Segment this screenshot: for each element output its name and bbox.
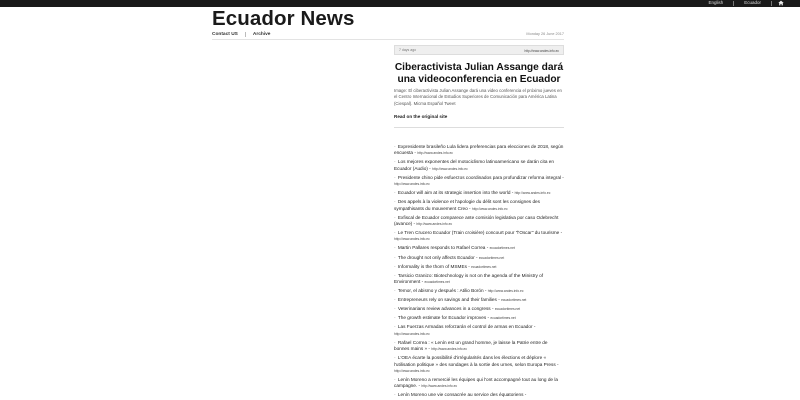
related-article-link[interactable]: L'OEA écarte la possibilité d'irrégularités dans les élections et déplore « l'utilisation politique » des sondages à la sortie des urnes, selon Europa Press xyxy=(394,355,556,367)
top-nav xyxy=(708,0,772,7)
list-bullet: - xyxy=(394,144,397,149)
list-item: - Informality is the thorn of MSMEs - ecuadortimes.net xyxy=(394,263,497,269)
related-article-link[interactable]: The growth estimate for Ecuador improves xyxy=(397,315,487,321)
list-item: - Lenín Moreno une vie consacrée au service des équatoriens - xyxy=(394,392,527,398)
list-bullet: - xyxy=(394,174,397,180)
related-article-source[interactable]: http://www.andes.info.ec xyxy=(416,221,453,226)
related-article-source[interactable]: http://www.andes.info.ec xyxy=(487,289,524,294)
related-article-source[interactable]: http://www.andes.info.ec xyxy=(417,151,453,156)
article-age: 7 days ago xyxy=(399,48,417,52)
list-bullet: - xyxy=(394,190,397,196)
related-article-link[interactable]: Presidente chino pide esfuerzos coordinados para profundizar reforma integral xyxy=(397,174,561,180)
related-article-source[interactable]: http://www.andes.info.ec xyxy=(431,347,468,352)
top-bar xyxy=(0,0,800,7)
related-article-source[interactable]: http://www.andes.info.ec xyxy=(421,384,458,389)
list-bullet: - xyxy=(394,214,397,220)
list-item: - Le Tren Crucero Ecuador (Train croisière) concourt pour "l'Oscar" du tourisme - http://www.andes.info.ec xyxy=(394,230,563,242)
list-item: - The growth estimate for Ecuador improves - ecuadortimes.net xyxy=(394,315,516,321)
list-bullet: - xyxy=(394,230,397,236)
related-article-link[interactable]: Tarsicio Granizo: Biotechnology is not on the agenda of the Ministry of Environment xyxy=(394,272,544,285)
list-item: - Exfiscal de Ecuador comparece ante comisión legislativa por caso Odebrecht (avance) - http://www.andes.info.ec xyxy=(394,214,559,226)
list-bullet: - xyxy=(394,263,397,269)
list-bullet: - xyxy=(394,392,397,398)
related-article-source[interactable]: http://www.andes.info.ec xyxy=(394,368,430,373)
article-title: Ciberactivista Julian Assange dará una videoconferencia en Ecuador xyxy=(394,62,564,85)
related-article-source[interactable]: http://www.andes.info.ec xyxy=(471,206,508,211)
related-article-link[interactable]: Informality is the thorn of MSMEs xyxy=(397,263,467,269)
article-caption: Image: El ciberactivista Julian Assange dará una video conferencia el próximo jueves en el Centro Internacional de Estudios Superiores de Comunicación para América Latina (Ciespal). Micma Español Tweet xyxy=(394,88,562,106)
list-bullet: - xyxy=(394,254,397,260)
nav-separator xyxy=(733,1,734,6)
related-article-link[interactable]: Los mejores exponentes del motociclismo latinoamericano se darán cita en Ecuador (Audio) xyxy=(394,159,554,171)
list-item: - Rafael Correa : « Lenín est un grand homme, je laisse la Patrie entre de bonnes mains » - http://www.andes.info.ec xyxy=(394,339,548,352)
list-bullet: - xyxy=(394,324,397,330)
related-article-link[interactable]: Martin Pallares responds to Rafael Correa xyxy=(397,245,486,251)
related-article-source[interactable]: http://www.andes.info.ec xyxy=(432,166,468,171)
related-article-link[interactable]: Entrepreneurs rely on savings and their families xyxy=(397,297,497,303)
related-article-link[interactable]: Temor, el abismo y después : Atilio Borón xyxy=(397,288,484,294)
article-panel xyxy=(394,32,564,400)
list-bullet: - xyxy=(394,199,397,205)
list-item: - L'OEA écarte la possibilité d'irrégularités dans les élections et déplore « l'utilisation politique » des sondages à la sortie des urnes, selon Europa Press - http://www.andes.info.ec xyxy=(394,355,559,373)
list-item: - Las Fuerzas Armadas reforzarán el control de armas en Ecuador - http://www.andes.info.ec xyxy=(394,324,536,336)
related-article-source[interactable]: ecuadortimes.net xyxy=(490,316,516,321)
related-articles-list xyxy=(394,144,564,400)
list-item: - Entrepreneurs rely on savings and their families - ecuadortimes.net xyxy=(394,297,527,303)
site-title[interactable]: Ecuador News xyxy=(212,7,355,30)
list-item: - Presidente chino pide esfuerzos coordinados para profundizar reforma integral - http://www.andes.info.ec xyxy=(394,174,564,187)
related-article-source[interactable]: ecuadortimes.net xyxy=(494,307,521,312)
related-article-link[interactable]: Ecuador will aim at its strategic insertion into the world xyxy=(397,190,511,196)
list-bullet: - xyxy=(394,339,397,345)
nav-separator xyxy=(771,1,772,6)
list-bullet: - xyxy=(394,272,397,278)
related-article-link[interactable]: Le Tren Crucero Ecuador (Train croisière) concourt pour "l'Oscar" du tourisme xyxy=(397,230,560,236)
list-item: - Ecuador will aim at its strategic insertion into the world - http://www.andes.info.ec xyxy=(394,190,551,196)
current-date: Monday 26 June 2017 xyxy=(526,32,564,36)
related-article-link[interactable]: Expresidente brasileño Lula lidera preferencias para elecciones de 2018, según encuesta xyxy=(394,144,564,156)
list-item: - Martin Pallares responds to Rafael Correa - ecuadortimes.net xyxy=(394,245,515,251)
list-item: - The drought not only affects Ecuador - ecuadortimes.net xyxy=(394,254,505,260)
related-article-link[interactable]: The drought not only affects Ecuador xyxy=(397,254,475,260)
sub-nav xyxy=(212,32,270,37)
header-divider xyxy=(212,39,564,40)
related-article-link[interactable]: Exfiscal de Ecuador comparece ante comisión legislativa por caso Odebrecht (avance) xyxy=(394,214,559,226)
related-article-source[interactable]: ecuadortimes.net xyxy=(489,246,515,251)
list-item: - Veterinarians review advances in a congress - ecuadortimes.net xyxy=(394,306,521,312)
list-item: - Expresidente brasileño Lula lidera preferencias para elecciones de 2018, según encuesta - http://www.andes.info.ec xyxy=(394,144,564,156)
related-article-link[interactable]: Lenín Moreno a remercié les équipes qui l'ont accompagné tout au long de la campagne. xyxy=(394,376,558,389)
related-article-link[interactable]: Lenín Moreno une vie consacrée au service des équatoriens xyxy=(397,392,524,398)
nav-ecuador-link[interactable]: Ecuador xyxy=(744,0,761,5)
list-bullet: - xyxy=(394,288,397,294)
list-bullet: - xyxy=(394,355,397,361)
article-meta-bar xyxy=(394,45,564,55)
list-item: - Des appels à la violence et l'apologie du délit sont les consignes des sympathisants du mouvement Creo - http://www.andes.info.ec xyxy=(394,199,541,211)
list-item: - Lenín Moreno a remercié les équipes qui l'ont accompagné tout au long de la campagne. - http://www.andes.info.ec xyxy=(394,376,558,389)
list-item: - Tarsicio Granizo: Biotechnology is not on the agenda of the Ministry of Environment - ecuadortimes.net xyxy=(394,272,544,285)
contact-link[interactable]: Contact US xyxy=(212,32,238,37)
related-article-source[interactable]: http://www.andes.info.ec xyxy=(394,182,430,187)
list-bullet: - xyxy=(394,306,397,312)
related-article-source[interactable]: http://www.andes.info.ec xyxy=(394,237,430,242)
related-article-link[interactable]: Las Fuerzas Armadas reforzarán el control de armas en Ecuador xyxy=(397,324,533,330)
list-item: - Los mejores exponentes del motociclismo latinoamericano se darán cita en Ecuador (Audio) - http://www.andes.info.ec xyxy=(394,159,554,171)
article-divider xyxy=(394,127,564,128)
list-item: - Temor, el abismo y después : Atilio Borón - http://www.andes.info.ec xyxy=(394,288,524,294)
related-article-source[interactable]: ecuadortimes.net xyxy=(501,298,527,303)
related-article-source[interactable]: ecuadortimes.net xyxy=(471,264,497,269)
read-original-link[interactable]: Read on the original site xyxy=(394,114,448,119)
list-bullet: - xyxy=(394,297,397,303)
related-article-source[interactable]: http://www.andes.info.ec xyxy=(514,191,551,196)
list-bullet: - xyxy=(394,376,397,382)
nav-english-link[interactable]: English xyxy=(708,0,724,5)
article-source-link[interactable]: http://www.andes.info.ec xyxy=(524,49,559,53)
list-bullet: - xyxy=(394,159,397,165)
subnav-separator xyxy=(245,32,246,37)
home-icon[interactable] xyxy=(778,0,784,6)
related-article-link[interactable]: Des appels à la violence et l'apologie du délit sont les consignes des sympathisants du mouvement Creo xyxy=(394,199,541,211)
archive-link[interactable]: Archive xyxy=(252,32,271,37)
related-article-link[interactable]: Veterinarians review advances in a congress xyxy=(397,306,491,312)
list-bullet: - xyxy=(394,245,397,251)
related-article-source[interactable]: ecuadortimes.net xyxy=(424,280,450,285)
related-article-source[interactable]: http://www.andes.info.ec xyxy=(394,331,430,336)
related-article-source[interactable]: ecuadortimes.net xyxy=(478,255,505,260)
related-article-link[interactable]: Rafael Correa : « Lenín est un grand homme, je laisse la Patrie entre de bonnes mains » xyxy=(394,339,548,352)
list-bullet: - xyxy=(394,315,397,321)
